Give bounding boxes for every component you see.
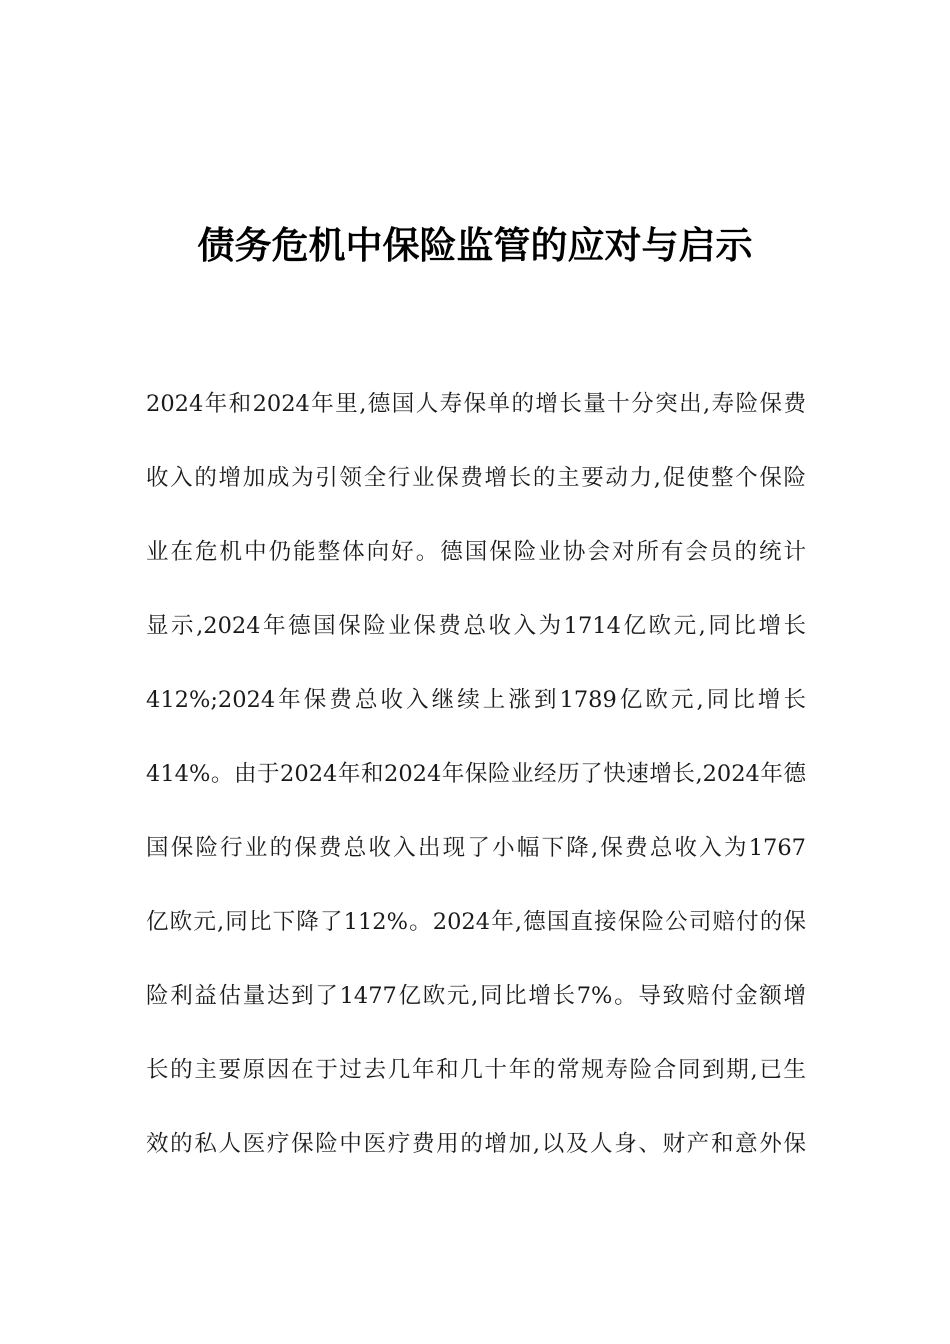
document-title: 债务危机中保险监管的应对与启示: [197, 224, 753, 267]
paragraph-line-7: 国保险行业的保费总收入出现了小幅下降,保费总收入为1767: [146, 835, 806, 861]
paragraph-line-8: 亿欧元,同比下降了112%。2024年,德国直接保险公司赔付的保: [146, 909, 806, 935]
paragraph-line-10: 长的主要原因在于过去几年和几十年的常规寿险合同到期,已生: [146, 1057, 806, 1083]
paragraph-line-6: 414%。由于2024年和2024年保险业经历了快速增长,2024年德: [146, 761, 806, 787]
paragraph-line-2: 收入的增加成为引领全行业保费增长的主要动力,促使整个保险: [146, 465, 806, 491]
paragraph-line-11: 效的私人医疗保险中医疗费用的增加,以及人身、财产和意外保: [146, 1131, 806, 1157]
paragraph-line-4: 显示,2024年德国保险业保费总收入为1714亿欧元,同比增长: [146, 613, 806, 639]
paragraph-line-5: 412%;2024年保费总收入继续上涨到1789亿欧元,同比增长: [146, 687, 806, 713]
paragraph-line-1: 2024年和2024年里,德国人寿保单的增长量十分突出,寿险保费: [146, 391, 806, 417]
paragraph-line-9: 险利益估量达到了1477亿欧元,同比增长7%。导致赔付金额增: [146, 983, 806, 1009]
paragraph-line-3: 业在危机中仍能整体向好。德国保险业协会对所有会员的统计: [146, 539, 806, 565]
